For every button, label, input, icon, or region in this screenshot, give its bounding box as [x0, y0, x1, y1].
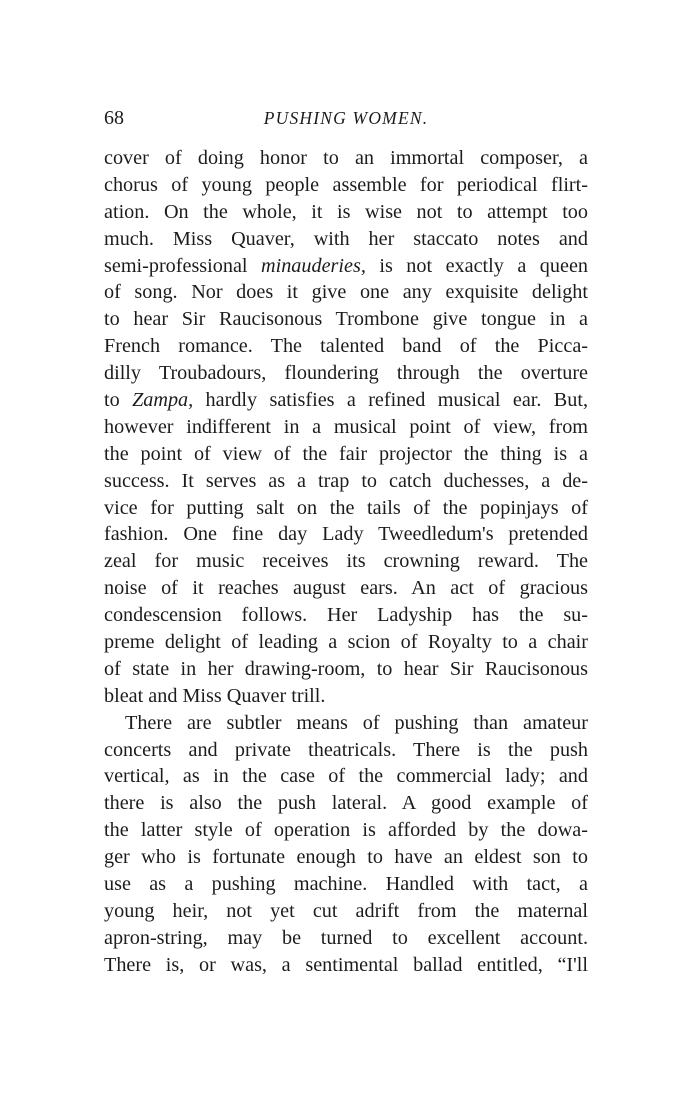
- running-title: PUSHING WOMEN.: [263, 108, 429, 128]
- text-segment: hardly satisfies a refined musical ear. But,: [193, 389, 589, 412]
- text-line: apron-string, may be turned to excellent account.: [104, 926, 588, 949]
- body-text: [104, 145, 588, 979]
- text-line: preme delight of leading a scion of Royalty to a chair: [104, 631, 588, 654]
- italic-word: Zampa,: [132, 389, 194, 412]
- text-line: vice for putting salt on the tails of the popinjays of: [104, 496, 588, 519]
- text-line: [104, 387, 588, 414]
- text-line: ger who is fortunate enough to have an eldest son to: [104, 846, 588, 869]
- text-line: concerts and private theatricals. There is the push: [104, 738, 588, 761]
- text-segment: to: [104, 389, 133, 412]
- text-segment: semi-professional: [104, 254, 262, 277]
- italic-word: minauderies,: [261, 254, 366, 277]
- text-line: of song. Nor does it give one any exquisite delight: [104, 281, 588, 304]
- text-line: there is also the push lateral. A good example of: [104, 792, 588, 815]
- paragraph-end-line: bleat and Miss Quaver trill.: [104, 684, 326, 707]
- text-line: much. Miss Quaver, with her staccato notes and: [104, 227, 588, 250]
- text-line: fashion. One fine day Lady Tweedledum's pretended: [104, 523, 588, 546]
- text-line: of state in her drawing-room, to hear Sir Raucisonous: [104, 657, 588, 680]
- text-line: zeal for music receives its crowning reward. The: [104, 550, 588, 573]
- paragraph-start-line: There are subtler means of pushing than amateur: [125, 711, 588, 734]
- text-line: the point of view of the fair projector the thing is a: [104, 442, 588, 465]
- running-head: [104, 103, 588, 133]
- text-line: [104, 253, 588, 280]
- text-line: There is, or was, a sentimental ballad entitled, “I'll: [104, 953, 588, 976]
- text-line: vertical, as in the case of the commercial lady; and: [104, 765, 588, 788]
- text-segment: is not exactly a queen: [365, 254, 588, 277]
- text-line: condescension follows. Her Ladyship has the su-: [104, 604, 588, 627]
- text-line: ation. On the whole, it is wise not to attempt too: [104, 200, 588, 223]
- text-line: young heir, not yet cut adrift from the maternal: [104, 899, 588, 922]
- text-line: chorus of young people assemble for periodical flirt-: [104, 173, 588, 196]
- text-line: to hear Sir Raucisonous Trombone give tongue in a: [104, 308, 588, 331]
- text-line: however indifferent in a musical point of view, from: [104, 415, 588, 438]
- text-line: noise of it reaches august ears. An act of gracious: [104, 577, 588, 600]
- text-line: cover of doing honor to an immortal composer, a: [104, 147, 588, 169]
- page-number: 68: [104, 107, 124, 129]
- text-line: use as a pushing machine. Handled with tact, a: [104, 873, 588, 896]
- text-line: dilly Troubadours, floundering through the overture: [104, 362, 588, 385]
- text-line: success. It serves as a trap to catch duchesses, a de-: [104, 469, 588, 492]
- text-line: French romance. The talented band of the Picca-: [104, 335, 588, 358]
- text-line: the latter style of operation is afforded by the dowa-: [104, 819, 588, 842]
